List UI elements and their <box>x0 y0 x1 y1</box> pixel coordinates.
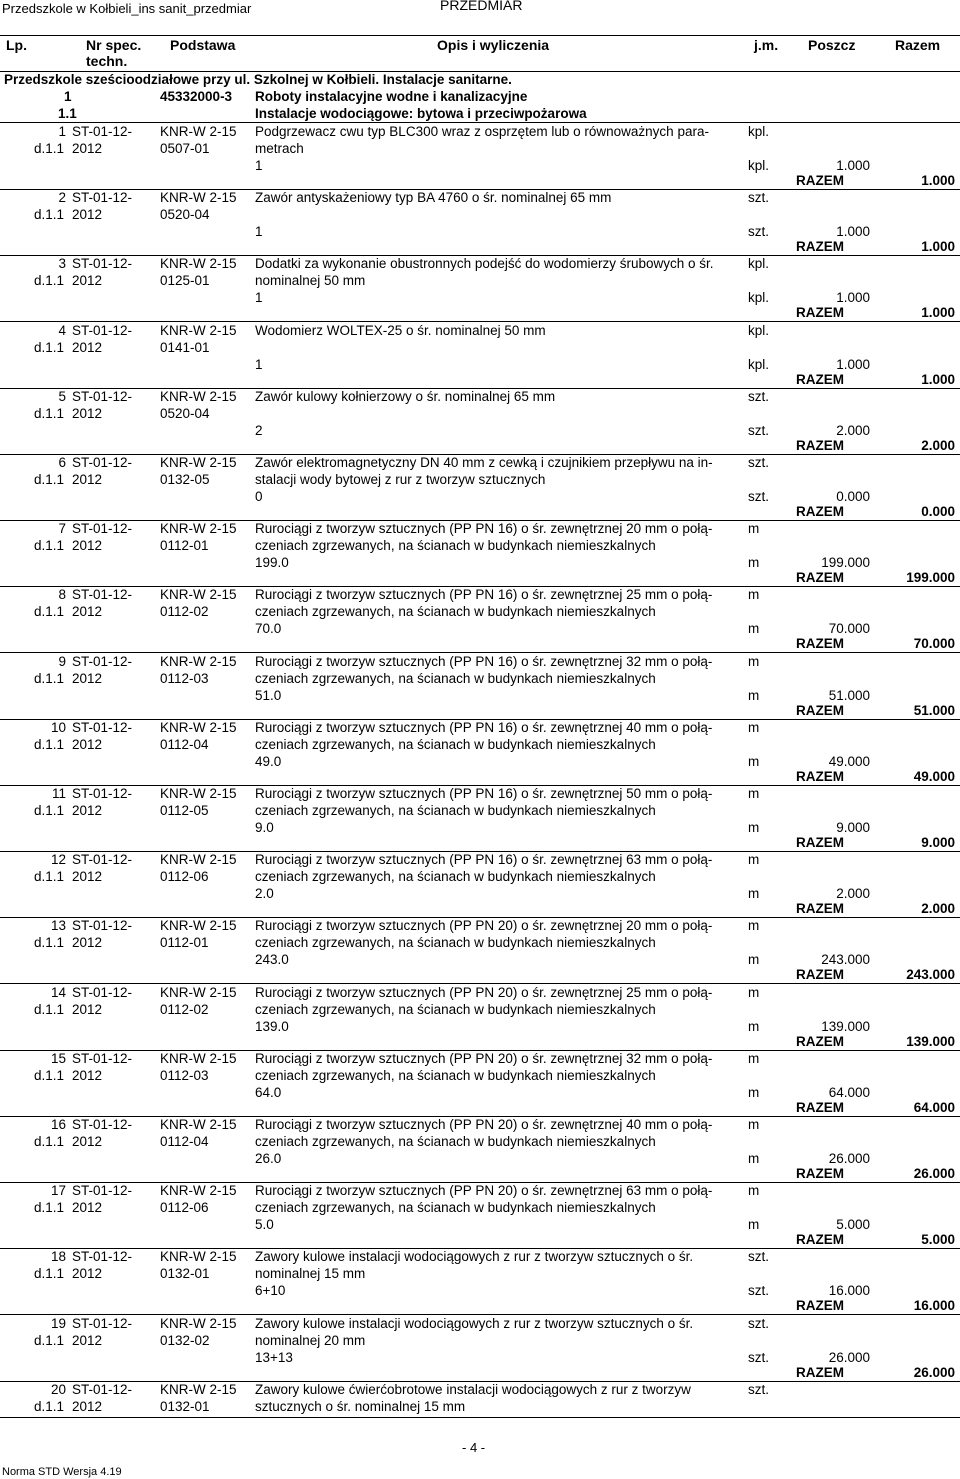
item-lp: 17 <box>50 1183 66 1198</box>
item-basis-code: 0112-06 <box>160 1200 209 1215</box>
item-calc-unit: szt. <box>748 1283 770 1298</box>
item-razem-value: 26.000 <box>913 1166 955 1181</box>
item-description-line: sztucznych o śr. nominalnej 15 mm <box>255 1399 466 1414</box>
item-razem-label: RAZEM <box>796 835 844 850</box>
item-razem-label: RAZEM <box>796 1232 844 1247</box>
item-description-line: Dodatki za wykonanie obustronnych podejść do wodomierzy śrubowych o śr. <box>255 256 714 271</box>
item-spec: ST-01-12- <box>72 1382 133 1397</box>
item-lp: 14 <box>50 985 66 1000</box>
item-unit: m <box>748 587 760 602</box>
item-spec: ST-01-12- <box>72 1183 133 1198</box>
item-poszcz: 1.000 <box>836 158 870 173</box>
item-description-line: Zawory kulowe ćwierćobrotowe instalacji wodociągowych z rur z tworzyw <box>255 1382 691 1397</box>
item-description-line: Zawory kulowe instalacji wodociągowych z rur z tworzyw sztucznych o śr. <box>255 1249 694 1264</box>
item-unit: szt. <box>748 1249 770 1264</box>
item-lp-ref: d.1.1 <box>34 1068 65 1083</box>
section-1-title: Roboty instalacyjne wodne i kanalizacyjne <box>255 89 528 104</box>
item-basis: KNR-W 2-15 <box>160 124 237 139</box>
item-basis-code: 0520-04 <box>160 207 210 222</box>
item-lp-ref: d.1.1 <box>34 1200 65 1215</box>
item-spec-year: 2012 <box>72 1068 103 1083</box>
item-description-line: czeniach zgrzewanych, na ścianach w budynkach niemieszkalnych <box>255 671 656 686</box>
item-basis-code: 0132-01 <box>160 1266 210 1281</box>
item-spec-year: 2012 <box>72 1002 103 1017</box>
item-basis: KNR-W 2-15 <box>160 1183 237 1198</box>
item-razem-value: 2.000 <box>921 901 955 916</box>
col-poszcz: Poszcz <box>808 37 856 53</box>
item-poszcz: 1.000 <box>836 290 870 305</box>
item-calculation: 9.0 <box>255 820 274 835</box>
item-calculation: 49.0 <box>255 754 282 769</box>
col-jm: j.m. <box>754 37 779 53</box>
item-calc-unit: m <box>748 1151 760 1166</box>
item-calc-unit: m <box>748 952 760 967</box>
item-poszcz: 1.000 <box>836 357 870 372</box>
item-lp-ref: d.1.1 <box>34 1002 65 1017</box>
item-unit: m <box>748 786 760 801</box>
item-description-line: nominalnej 50 mm <box>255 273 366 288</box>
item-spec-year: 2012 <box>72 1333 103 1348</box>
item-poszcz: 5.000 <box>836 1217 870 1232</box>
item-description-line: czeniach zgrzewanych, na ścianach w budynkach niemieszkalnych <box>255 869 656 884</box>
item-unit: szt. <box>748 389 770 404</box>
item-description-line: Rurociągi z tworzyw sztucznych (PP PN 20) o śr. zewnętrznej 20 mm o połą- <box>255 918 713 933</box>
item-spec-year: 2012 <box>72 207 103 222</box>
col-opis: Opis i wyliczenia <box>437 37 550 53</box>
item-calc-unit: m <box>748 1085 760 1100</box>
item-razem-label: RAZEM <box>796 239 844 254</box>
item-description-line: metrach <box>255 141 304 156</box>
item-basis: KNR-W 2-15 <box>160 1117 237 1132</box>
item-lp-ref: d.1.1 <box>34 207 65 222</box>
item-lp: 13 <box>50 918 66 933</box>
item-description-line: Rurociągi z tworzyw sztucznych (PP PN 16) o śr. zewnętrznej 63 mm o połą- <box>255 852 713 867</box>
item-spec-year: 2012 <box>72 538 103 553</box>
item-poszcz: 9.000 <box>836 820 870 835</box>
item-spec-year: 2012 <box>72 1266 103 1281</box>
col-lp: Lp. <box>6 37 27 53</box>
col-podstawa: Podstawa <box>170 37 236 53</box>
item-poszcz: 0.000 <box>836 489 870 504</box>
item-unit: m <box>748 918 760 933</box>
item-basis-code: 0112-06 <box>160 869 209 884</box>
item-spec: ST-01-12- <box>72 455 133 470</box>
item-razem-value: 1.000 <box>921 305 955 320</box>
item-spec: ST-01-12- <box>72 1051 133 1066</box>
col-nr-spec-techn: techn. <box>86 53 128 69</box>
item-unit: szt. <box>748 455 770 470</box>
item-basis-code: 0141-01 <box>160 340 210 355</box>
item-unit: m <box>748 521 760 536</box>
item-razem-label: RAZEM <box>796 1365 844 1380</box>
item-calc-unit: szt. <box>748 423 770 438</box>
item-lp-ref: d.1.1 <box>34 538 65 553</box>
item-spec-year: 2012 <box>72 604 103 619</box>
item-basis: KNR-W 2-15 <box>160 1316 237 1331</box>
item-calc-unit: szt. <box>748 489 770 504</box>
software-version: Norma STD Wersja 4.19 <box>2 1466 122 1478</box>
item-spec-year: 2012 <box>72 869 103 884</box>
item-basis: KNR-W 2-15 <box>160 720 237 735</box>
item-spec-year: 2012 <box>72 273 103 288</box>
item-razem-value: 2.000 <box>921 438 955 453</box>
item-razem-value: 26.000 <box>913 1365 955 1380</box>
item-poszcz: 26.000 <box>828 1151 870 1166</box>
item-calculation: 243.0 <box>255 952 289 967</box>
item-description-line: czeniach zgrzewanych, na ścianach w budynkach niemieszkalnych <box>255 604 656 619</box>
item-basis: KNR-W 2-15 <box>160 389 237 404</box>
item-basis-code: 0112-02 <box>160 604 209 619</box>
item-lp-ref: d.1.1 <box>34 406 65 421</box>
item-description-line: Rurociągi z tworzyw sztucznych (PP PN 20) o śr. zewnętrznej 40 mm o połą- <box>255 1117 713 1132</box>
item-calculation: 2.0 <box>255 886 274 901</box>
item-poszcz: 26.000 <box>828 1350 870 1365</box>
item-description-line: Rurociągi z tworzyw sztucznych (PP PN 20) o śr. zewnętrznej 25 mm o połą- <box>255 985 713 1000</box>
item-unit: szt. <box>748 190 770 205</box>
section-1-lp: 1 <box>64 89 72 104</box>
item-spec: ST-01-12- <box>72 918 133 933</box>
item-razem-label: RAZEM <box>796 1166 844 1181</box>
item-lp: 19 <box>50 1316 66 1331</box>
item-razem-value: 49.000 <box>913 769 955 784</box>
item-spec: ST-01-12- <box>72 256 133 271</box>
item-calculation: 1 <box>255 290 263 305</box>
item-razem-label: RAZEM <box>796 372 844 387</box>
item-description-line: Wodomierz WOLTEX-25 o śr. nominalnej 50 mm <box>255 323 546 338</box>
item-calc-unit: szt. <box>748 224 770 239</box>
item-spec-year: 2012 <box>72 141 103 156</box>
item-lp-ref: d.1.1 <box>34 869 65 884</box>
item-calc-unit: kpl. <box>748 357 770 372</box>
item-razem-value: 139.000 <box>906 1034 955 1049</box>
item-basis: KNR-W 2-15 <box>160 985 237 1000</box>
item-unit: m <box>748 720 760 735</box>
item-razem-value: 70.000 <box>913 636 955 651</box>
header-top-rule <box>0 35 960 36</box>
item-razem-label: RAZEM <box>796 1298 844 1313</box>
item-description-line: czeniach zgrzewanych, na ścianach w budynkach niemieszkalnych <box>255 1200 656 1215</box>
item-spec: ST-01-12- <box>72 389 133 404</box>
item-basis-code: 0132-05 <box>160 472 210 487</box>
item-basis: KNR-W 2-15 <box>160 323 237 338</box>
item-calc-unit: kpl. <box>748 158 770 173</box>
item-spec: ST-01-12- <box>72 190 133 205</box>
item-description-line: czeniach zgrzewanych, na ścianach w budynkach niemieszkalnych <box>255 1002 656 1017</box>
item-poszcz: 64.000 <box>828 1085 870 1100</box>
item-calculation: 26.0 <box>255 1151 282 1166</box>
item-poszcz: 243.000 <box>821 952 870 967</box>
item-lp: 20 <box>50 1382 66 1397</box>
item-description-line: Rurociągi z tworzyw sztucznych (PP PN 20) o śr. zewnętrznej 63 mm o połą- <box>255 1183 713 1198</box>
item-lp-ref: d.1.1 <box>34 671 65 686</box>
item-basis-code: 0507-01 <box>160 141 210 156</box>
item-calculation: 1 <box>255 357 263 372</box>
item-poszcz: 16.000 <box>828 1283 870 1298</box>
item-basis: KNR-W 2-15 <box>160 190 237 205</box>
item-calc-unit: m <box>748 688 760 703</box>
item-spec: ST-01-12- <box>72 1249 133 1264</box>
section-1-code: 45332000-3 <box>160 89 233 104</box>
item-description-line: Zawór antyskażeniowy typ BA 4760 o śr. nominalnej 65 mm <box>255 190 612 205</box>
item-calc-unit: szt. <box>748 1350 770 1365</box>
item-lp: 1 <box>58 124 66 139</box>
item-basis: KNR-W 2-15 <box>160 1051 237 1066</box>
item-unit: m <box>748 1051 760 1066</box>
item-basis-code: 0112-04 <box>160 1134 209 1149</box>
item-spec-year: 2012 <box>72 671 103 686</box>
item-razem-value: 0.000 <box>921 504 955 519</box>
item-basis-code: 0112-04 <box>160 737 209 752</box>
item-calculation: 51.0 <box>255 688 282 703</box>
col-nr-spec: Nr spec. <box>86 37 142 53</box>
item-poszcz: 199.000 <box>821 555 870 570</box>
item-basis: KNR-W 2-15 <box>160 1382 237 1397</box>
item-description-line: czeniach zgrzewanych, na ścianach w budynkach niemieszkalnych <box>255 935 656 950</box>
item-description-line: czeniach zgrzewanych, na ścianach w budynkach niemieszkalnych <box>255 737 656 752</box>
item-basis-code: 0125-01 <box>160 273 210 288</box>
page-number: - 4 - <box>462 1440 486 1455</box>
item-unit: m <box>748 654 760 669</box>
item-unit: kpl. <box>748 256 770 271</box>
item-lp-ref: d.1.1 <box>34 141 65 156</box>
item-lp-ref: d.1.1 <box>34 604 65 619</box>
item-lp: 15 <box>50 1051 66 1066</box>
item-description-line: Rurociągi z tworzyw sztucznych (PP PN 16) o śr. zewnętrznej 50 mm o połą- <box>255 786 713 801</box>
item-description-line: czeniach zgrzewanych, na ścianach w budynkach niemieszkalnych <box>255 1134 656 1149</box>
item-calc-unit: m <box>748 820 760 835</box>
item-spec: ST-01-12- <box>72 985 133 1000</box>
item-razem-label: RAZEM <box>796 1100 844 1115</box>
item-razem-label: RAZEM <box>796 570 844 585</box>
item-calculation: 64.0 <box>255 1085 282 1100</box>
item-basis-code: 0132-02 <box>160 1333 210 1348</box>
item-calculation: 5.0 <box>255 1217 274 1232</box>
item-lp: 16 <box>50 1117 66 1132</box>
item-calculation: 1 <box>255 224 263 239</box>
item-basis-code: 0112-02 <box>160 1002 209 1017</box>
item-razem-value: 64.000 <box>913 1100 955 1115</box>
item-calculation: 1 <box>255 158 263 173</box>
item-lp: 6 <box>58 455 66 470</box>
item-basis: KNR-W 2-15 <box>160 521 237 536</box>
item-basis-code: 0112-03 <box>160 1068 209 1083</box>
item-lp: 4 <box>58 323 66 338</box>
item-description-line: Rurociągi z tworzyw sztucznych (PP PN 16) o śr. zewnętrznej 32 mm o połą- <box>255 654 713 669</box>
section-1-1-title: Instalacje wodociągowe: bytowa i przeciwpożarowa <box>255 106 587 121</box>
item-unit: m <box>748 852 760 867</box>
item-description-line: czeniach zgrzewanych, na ścianach w budynkach niemieszkalnych <box>255 538 656 553</box>
item-razem-label: RAZEM <box>796 173 844 188</box>
item-poszcz: 2.000 <box>836 886 870 901</box>
item-spec-year: 2012 <box>72 406 103 421</box>
item-razem-value: 1.000 <box>921 173 955 188</box>
item-spec: ST-01-12- <box>72 1117 133 1132</box>
item-spec-year: 2012 <box>72 803 103 818</box>
item-calc-unit: m <box>748 886 760 901</box>
item-lp-ref: d.1.1 <box>34 1266 65 1281</box>
item-razem-label: RAZEM <box>796 305 844 320</box>
item-description-line: nominalnej 20 mm <box>255 1333 366 1348</box>
item-spec-year: 2012 <box>72 1134 103 1149</box>
item-lp: 9 <box>58 654 66 669</box>
item-basis: KNR-W 2-15 <box>160 256 237 271</box>
item-description-line: Zawory kulowe instalacji wodociągowych z rur z tworzyw sztucznych o śr. <box>255 1316 694 1331</box>
item-lp: 2 <box>58 190 66 205</box>
item-calc-unit: m <box>748 621 760 636</box>
item-spec-year: 2012 <box>72 935 103 950</box>
item-basis: KNR-W 2-15 <box>160 786 237 801</box>
item-basis: KNR-W 2-15 <box>160 587 237 602</box>
table-bottom-rule <box>0 1417 960 1418</box>
col-razem: Razem <box>895 37 941 53</box>
item-poszcz: 51.000 <box>828 688 870 703</box>
item-razem-label: RAZEM <box>796 1034 844 1049</box>
item-poszcz: 2.000 <box>836 423 870 438</box>
item-razem-label: RAZEM <box>796 636 844 651</box>
item-lp-ref: d.1.1 <box>34 472 65 487</box>
item-lp: 18 <box>50 1249 66 1264</box>
item-basis-code: 0112-05 <box>160 803 209 818</box>
item-lp-ref: d.1.1 <box>34 737 65 752</box>
item-basis-code: 0112-01 <box>160 538 209 553</box>
item-description-line: Rurociągi z tworzyw sztucznych (PP PN 20) o śr. zewnętrznej 32 mm o połą- <box>255 1051 713 1066</box>
item-spec: ST-01-12- <box>72 786 133 801</box>
section-1-1-lp: 1.1 <box>58 106 77 121</box>
item-description-line: Zawór kulowy kołnierzowy o śr. nominalnej 65 mm <box>255 389 556 404</box>
item-spec-year: 2012 <box>72 1200 103 1215</box>
item-unit: m <box>748 1183 760 1198</box>
item-spec: ST-01-12- <box>72 654 133 669</box>
item-description-line: stalacji wody bytowej z rur z tworzyw sztucznych <box>255 472 546 487</box>
item-unit: m <box>748 1117 760 1132</box>
item-description-line: czeniach zgrzewanych, na ścianach w budynkach niemieszkalnych <box>255 803 656 818</box>
item-description-line: Zawór elektromagnetyczny DN 40 mm z cewką i czujnikiem przepływu na in- <box>255 455 713 470</box>
item-razem-value: 199.000 <box>906 570 955 585</box>
item-basis: KNR-W 2-15 <box>160 654 237 669</box>
item-lp-ref: d.1.1 <box>34 273 65 288</box>
item-basis-code: 0112-03 <box>160 671 209 686</box>
item-spec: ST-01-12- <box>72 587 133 602</box>
item-lp: 3 <box>58 256 66 271</box>
item-basis: KNR-W 2-15 <box>160 918 237 933</box>
item-calc-unit: m <box>748 1217 760 1232</box>
item-spec: ST-01-12- <box>72 124 133 139</box>
item-calculation: 139.0 <box>255 1019 289 1034</box>
item-calculation: 6+10 <box>255 1283 286 1298</box>
item-description-line: nominalnej 15 mm <box>255 1266 366 1281</box>
item-razem-value: 5.000 <box>921 1232 955 1247</box>
item-razem-value: 243.000 <box>906 967 955 982</box>
item-calculation: 13+13 <box>255 1350 293 1365</box>
item-spec: ST-01-12- <box>72 1316 133 1331</box>
item-razem-value: 16.000 <box>913 1298 955 1313</box>
item-lp: 12 <box>50 852 66 867</box>
item-description-line: Rurociągi z tworzyw sztucznych (PP PN 16) o śr. zewnętrznej 20 mm o połą- <box>255 521 713 536</box>
item-razem-value: 9.000 <box>921 835 955 850</box>
item-basis-code: 0520-04 <box>160 406 210 421</box>
item-basis: KNR-W 2-15 <box>160 455 237 470</box>
item-calc-unit: m <box>748 754 760 769</box>
item-calculation: 2 <box>255 423 263 438</box>
item-razem-label: RAZEM <box>796 438 844 453</box>
item-razem-value: 1.000 <box>921 372 955 387</box>
item-spec-year: 2012 <box>72 340 103 355</box>
item-spec: ST-01-12- <box>72 720 133 735</box>
item-razem-label: RAZEM <box>796 703 844 718</box>
item-razem-label: RAZEM <box>796 769 844 784</box>
item-calculation: 199.0 <box>255 555 289 570</box>
item-lp: 11 <box>51 786 66 801</box>
document-filename: Przedszkole w Kołbieli_ins sanit_przedmiar <box>2 1 252 16</box>
item-description-line: Rurociągi z tworzyw sztucznych (PP PN 16) o śr. zewnętrznej 25 mm o połą- <box>255 587 713 602</box>
item-spec: ST-01-12- <box>72 323 133 338</box>
item-unit: szt. <box>748 1316 770 1331</box>
section-title: Przedszkole sześcioodziałowe przy ul. Szkolnej w Kołbieli. Instalacje sanitarne. <box>4 72 512 87</box>
item-poszcz: 70.000 <box>828 621 870 636</box>
item-spec-year: 2012 <box>72 1399 103 1414</box>
item-razem-label: RAZEM <box>796 967 844 982</box>
item-lp: 5 <box>58 389 66 404</box>
item-poszcz: 1.000 <box>836 224 870 239</box>
item-basis-code: 0132-01 <box>160 1399 210 1414</box>
item-spec-year: 2012 <box>72 737 103 752</box>
document-title: PRZEDMIAR <box>440 0 523 13</box>
item-basis: KNR-W 2-15 <box>160 1249 237 1264</box>
item-description-line: czeniach zgrzewanych, na ścianach w budynkach niemieszkalnych <box>255 1068 656 1083</box>
item-lp-ref: d.1.1 <box>34 1399 65 1414</box>
item-lp-ref: d.1.1 <box>34 803 65 818</box>
item-description-line: Podgrzewacz cwu typ BLC300 wraz z osprzętem lub o równoważnych para- <box>255 124 709 139</box>
item-unit: kpl. <box>748 124 770 139</box>
item-spec: ST-01-12- <box>72 521 133 536</box>
item-lp: 8 <box>58 587 66 602</box>
item-lp: 10 <box>50 720 66 735</box>
item-calculation: 0 <box>255 489 263 504</box>
item-lp-ref: d.1.1 <box>34 935 65 950</box>
item-lp: 7 <box>58 521 66 536</box>
item-lp-ref: d.1.1 <box>34 1333 65 1348</box>
item-spec: ST-01-12- <box>72 852 133 867</box>
item-razem-label: RAZEM <box>796 504 844 519</box>
item-unit: szt. <box>748 1382 770 1397</box>
item-spec-year: 2012 <box>72 472 103 487</box>
item-calc-unit: kpl. <box>748 290 770 305</box>
item-unit: kpl. <box>748 323 770 338</box>
item-razem-value: 51.000 <box>913 703 955 718</box>
item-lp-ref: d.1.1 <box>34 340 65 355</box>
item-calc-unit: m <box>748 1019 760 1034</box>
item-basis: KNR-W 2-15 <box>160 852 237 867</box>
item-calc-unit: m <box>748 555 760 570</box>
item-poszcz: 49.000 <box>828 754 870 769</box>
item-razem-label: RAZEM <box>796 901 844 916</box>
item-unit: m <box>748 985 760 1000</box>
item-basis-code: 0112-01 <box>160 935 209 950</box>
item-description-line: Rurociągi z tworzyw sztucznych (PP PN 16) o śr. zewnętrznej 40 mm o połą- <box>255 720 713 735</box>
item-razem-value: 1.000 <box>921 239 955 254</box>
item-lp-ref: d.1.1 <box>34 1134 65 1149</box>
item-calculation: 70.0 <box>255 621 282 636</box>
item-poszcz: 139.000 <box>821 1019 870 1034</box>
